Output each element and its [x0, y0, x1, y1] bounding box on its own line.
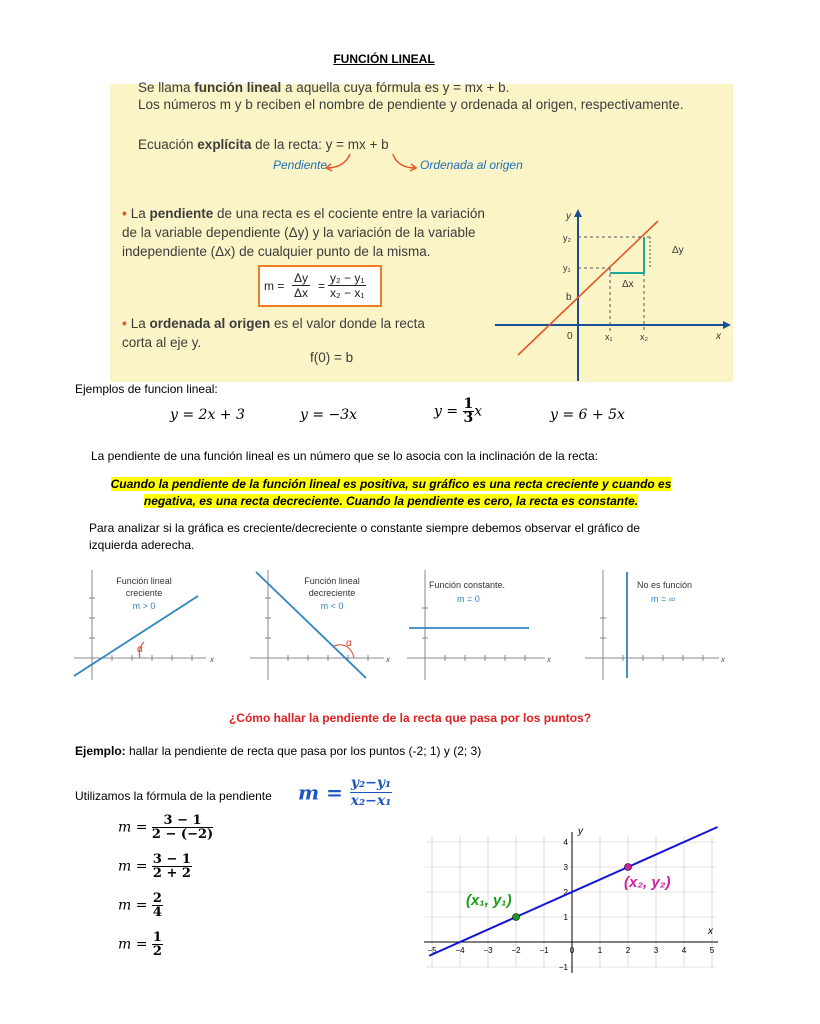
- point-label: (x₁, y₁): [466, 892, 512, 909]
- y-label: y: [566, 211, 571, 222]
- graph-title-1: No es función: [637, 580, 693, 590]
- formula-m: m =: [264, 279, 285, 293]
- pendiente-label: Pendiente: [273, 158, 328, 172]
- explicit-equation: Ecuación explícita de la recta: y = mx + b: [138, 137, 389, 152]
- x1-label: x₁: [605, 332, 613, 342]
- graph-slope: m = ∞: [651, 594, 676, 604]
- alpha-label: α: [346, 638, 352, 649]
- origin-label: 0: [567, 331, 573, 342]
- slope-explanation: La pendiente de una función lineal es un número que se lo asocia con la inclinación de la recta:: [91, 449, 599, 463]
- red-line: [518, 221, 658, 355]
- formula-difference: $\frac{\text{y₂ − y₁}}{\text{x₂ − x₁}}$: [330, 271, 365, 300]
- data-point: [513, 914, 520, 921]
- y-tick-label: 3: [563, 863, 568, 872]
- definition-line-1: Se llama función lineal a aquella cuya fórmula es y = mx + b.: [138, 80, 510, 95]
- x-tick-label: 0: [569, 946, 575, 955]
- x-label: x: [210, 655, 214, 664]
- x-label: x: [386, 655, 390, 664]
- example-eq-2: y = −3x: [300, 407, 358, 423]
- dy-label: Δy: [672, 245, 684, 256]
- chart-x-label: x: [708, 926, 713, 937]
- ordenada-label: Ordenada al origen: [420, 158, 523, 172]
- x-label: x: [721, 655, 725, 664]
- step-1: m = $\frac{3 - 1}{2 - (-2)}$: [118, 813, 214, 842]
- analyze-line-1: Para analizar si la gráfica es creciente/decreciente o constante siempre debemos observar el gráfico de: [89, 521, 640, 535]
- chart-y-label: y: [578, 826, 583, 837]
- x-tick-label: 5: [709, 946, 715, 955]
- ordinate-paragraph-2: corta al eje y.: [122, 335, 202, 350]
- b-label: b: [566, 292, 572, 303]
- ordinate-paragraph-1: • La ordenada al origen es el valor donde la recta: [122, 316, 425, 331]
- y1-label: y₁: [563, 263, 571, 273]
- example-eq-1: y = 2x + 3: [170, 407, 245, 423]
- point-label: (x₂, y₂): [624, 874, 671, 891]
- slope-formula-box: [258, 265, 382, 307]
- y-tick-label: 4: [563, 838, 568, 847]
- step-4: m = $\frac{1}{2}$: [118, 930, 162, 959]
- highlight-line-2: negativa, es una recta decreciente. Cuando la pendiente es cero, la recta es constante.: [143, 494, 639, 508]
- slope-paragraph-3: independiente (Δx) de cualquier punto de la misma.: [122, 244, 431, 259]
- graph-slope: m < 0: [320, 601, 344, 611]
- example-eq-3: y = $\frac{1}{3}$ x: [434, 396, 483, 426]
- data-point: [625, 864, 632, 871]
- graph-title-1: Función lineal: [116, 576, 172, 586]
- graph-title-2: decreciente: [308, 588, 356, 598]
- dx-label: Δx: [622, 279, 634, 290]
- x-tick-label: −2: [511, 946, 521, 955]
- y-tick-label: 2: [563, 888, 568, 897]
- x-tick-label: 2: [625, 946, 631, 955]
- x-tick-label: −3: [483, 946, 493, 955]
- example-eq-4: y = 6 + 5x: [550, 407, 625, 423]
- slope-paragraph-1: • La pendiente de una recta es el cociente entre la variación: [122, 206, 485, 221]
- formula-dy-dx: $\frac{\Delta y}{\Delta x}$: [294, 271, 309, 300]
- step-3: m = $\frac{2}{4}$: [118, 891, 162, 920]
- definition-graph: [490, 205, 735, 383]
- graph-title-1: Función constante.: [429, 580, 506, 590]
- graph-slope: m = 0: [457, 594, 480, 604]
- x-label: x: [547, 655, 551, 664]
- graph-slope: m > 0: [132, 601, 156, 611]
- delta-triangle: [610, 237, 644, 273]
- x-tick-label: −5: [427, 946, 437, 955]
- x2-label: x₂: [640, 332, 648, 342]
- formula-equals: =: [318, 279, 326, 293]
- y-tick-label: 1: [563, 913, 568, 922]
- step-2: m = $\frac{3 - 1}{2 + 2}$: [118, 852, 191, 881]
- definition-line-2: Los números m y b reciben el nombre de pendiente y ordenada al origen, respectivamente.: [138, 97, 684, 112]
- x-tick-label: −1: [539, 946, 549, 955]
- alpha-label: α: [137, 644, 143, 655]
- y-axis-arrow: [574, 209, 582, 217]
- x-tick-label: −4: [455, 946, 465, 955]
- highlight-line-1: Cuando la pendiente de la función lineal es positiva, su gráfico es una recta creciente y cuando es: [110, 477, 672, 491]
- slope-formula: m = $\frac{\text{y₂−y₁}}{\text{x₂−x₁}}$: [298, 775, 392, 809]
- page-title: FUNCIÓN LINEAL: [333, 52, 435, 66]
- graph-title-2: creciente: [125, 588, 163, 598]
- graph-not-function: [583, 562, 733, 682]
- f-of-zero: f(0) = b: [310, 350, 354, 365]
- analyze-line-2: izquierda aderecha.: [89, 538, 195, 552]
- question-heading: ¿Cómo hallar la pendiente de la recta que pasa por los puntos?: [228, 711, 592, 725]
- formula-intro: Utilizamos la fórmula de la pendiente: [75, 789, 272, 803]
- x-label: x: [716, 331, 721, 342]
- examples-heading: Ejemplos de funcion lineal:: [75, 382, 218, 396]
- slope-paragraph-2: de la variable dependiente (Δy) y la variación de la variable: [122, 225, 476, 240]
- y2-label: y₂: [563, 233, 571, 243]
- graph-title-1: Función lineal: [304, 576, 360, 586]
- graph-constant: [405, 562, 555, 682]
- graph-increasing: [72, 562, 222, 682]
- example-line-chart: [427, 812, 730, 972]
- x-tick-label: 3: [653, 946, 659, 955]
- graph-decreasing: [248, 562, 398, 682]
- y-tick-label: −1: [558, 963, 568, 972]
- x-tick-label: 4: [681, 946, 687, 955]
- x-tick-label: 1: [597, 946, 603, 955]
- example-statement: Ejemplo: hallar la pendiente de recta que pasa por los puntos (-2; 1) y (2; 3): [75, 744, 482, 758]
- x-axis-arrow: [723, 321, 731, 329]
